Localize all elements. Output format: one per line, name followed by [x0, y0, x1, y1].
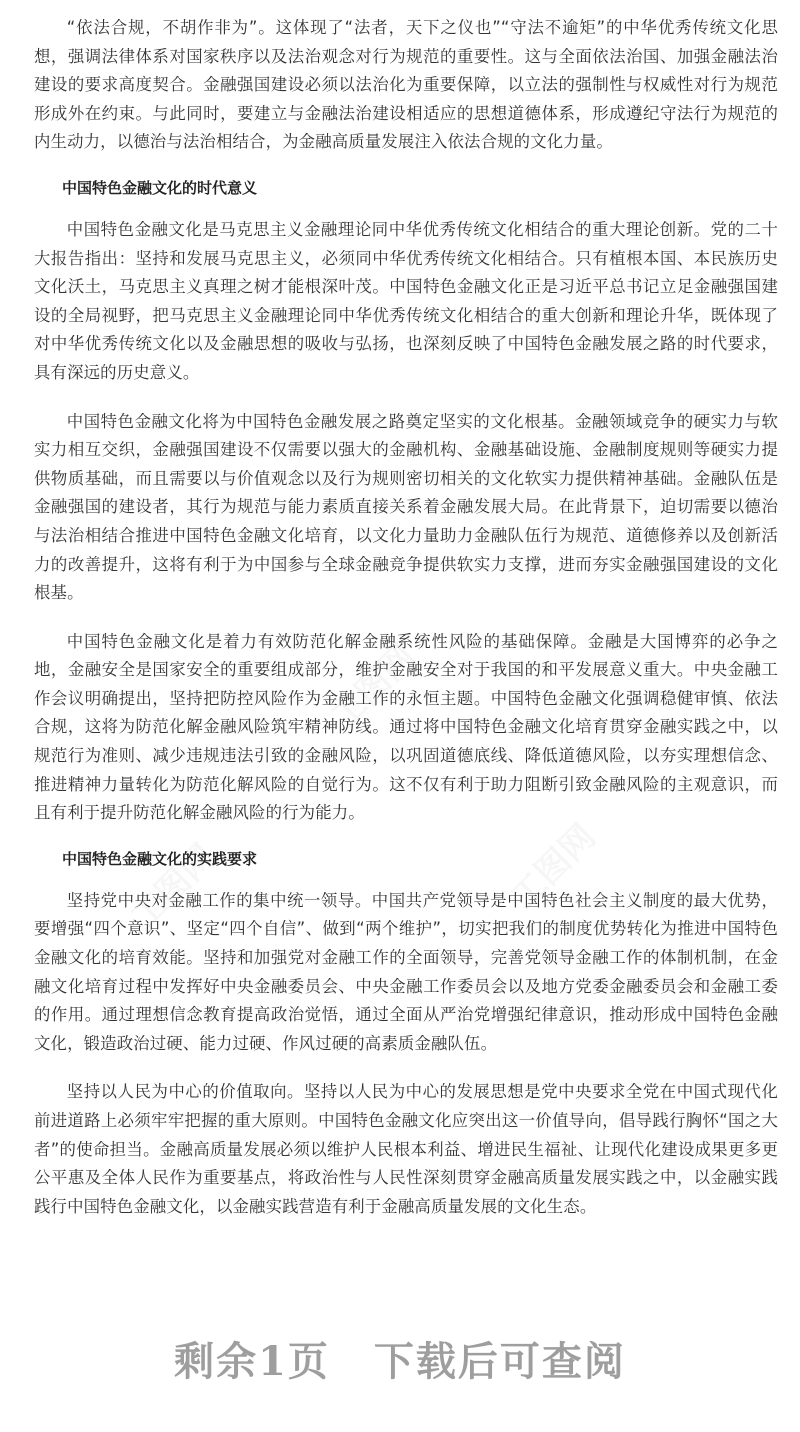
paragraph: 坚持党中央对金融工作的集中统一领导。中国共产党领导是中国特色社会主义制度的最大优势，要增强“四个意识”、坚定“四个自信”、做到“两个维护”，切实把我们的制度优势转化为推进中国特色金融文化的培育效能。坚持和加强党对金融工作的全面领导，完善党领导金融工作的体制机制，在金融文化培育过程中发挥好中央金融委员会、中央金融工作委员会以及地方党委金融委员会和金融工委的作用。通过理想信念教育提高政治觉悟，通过全面从严治党增强纪律意识，推动形成中国特色金融文化，锻造政治过硬、能力过硬、作风过硬的高素质金融队伍。	[34, 890, 778, 1053]
remaining-pages-label: 剩余1页	[174, 1338, 330, 1385]
paragraph: 中国特色金融文化将为中国特色金融发展之路奠定坚实的文化根基。金融领域竞争的硬实力与软实力相互交织，金融强国建设不仅需要以强大的金融机构、金融基础设施、金融制度规则等硬实力提供物质基础，而且需要以与价值观念以及行为规则密切相关的文化软实力提供精神基础。金融队伍是金融强国的建设者，其行为规范与能力素质直接关系着金融发展大局。在此背景下，迫切需要以德治与法治相结合推进中国特色金融文化培育，以文化力量助力金融队伍行为规范、道德修养以及创新活力的改善提升，这将有利于为中国参与全球金融竞争提供软实力支撑，进而夯实金融强国建设的文化根基。	[34, 411, 778, 603]
paragraph-intro: “依法合规，不胡作非为”。这体现了“法者，天下之仪也”“守法不逾矩”的中华优秀传统文化思想，强调法律体系对国家秩序以及法治观念对行为规范的重要性。这与全面依法治国、加强金融法治建设的要求高度契合。金融强国建设必须以法治化为重要保障，以立法的强制性与权威性对行为规范形成外在约束。与此同时，要建立与金融法治建设相适应的思想道德体系，形成遵纪守法行为规范的内生动力，以德治与法治相结合，为金融高质量发展注入依法合规的文化力量。	[34, 18, 778, 152]
download-to-view-label[interactable]: 下载后可查阅	[373, 1338, 626, 1385]
paragraph: 中国特色金融文化是马克思主义金融理论同中华优秀传统文化相结合的重大理论创新。党的二十大报告指出：坚持和发展马克思主义，必须同中华优秀传统文化相结合。只有植根本国、本民族历史文化沃土，马克思主义真理之树才能根深叶茂。中国特色金融文化正是习近平总书记立足金融强国建设的全局视野，把马克思主义金融理论同中华优秀传统文化相结合的重大创新和理论升华，既体现了对中华优秀传统文化以及金融思想的吸收与弘扬，也深刻反映了中国特色金融发展之路的时代要求，具有深远的历史意义。	[34, 219, 778, 382]
paragraph: 中国特色金融文化是着力有效防范化解金融系统性风险的基础保障。金融是大国博弈的必争之地，金融安全是国家安全的重要组成部分，维护金融安全对于我国的和平发展意义重大。中央金融工作会议明确提出，坚持把防控风险作为金融工作的永恒主题。中国特色金融文化强调稳健审慎、依法合规，这将为防范化解金融风险筑牢精神防线。通过将中国特色金融文化培育贯穿金融实践之中，以规范行为准则、减少违规违法引致的金融风险，以巩固道德底线、降低道德风险，以夯实理想信念、推进精神力量转化为防范化解风险的自觉行为。这不仅有利于助力阻断引致金融风险的主观意识，而且有利于提升防范化解金融风险的行为能力。	[34, 631, 778, 823]
section-heading-significance: 中国特色金融文化的时代意义	[62, 178, 258, 197]
section-heading-practice: 中国特色金融文化的实践要求	[62, 849, 258, 868]
download-prompt[interactable]	[0, 1330, 800, 1387]
paragraph: 坚持以人民为中心的价值取向。坚持以人民为中心的发展思想是党中央要求全党在中国式现代化前进道路上必须牢牢把握的重大原则。中国特色金融文化应突出这一价值导向，倡导践行胸怀“国之大者”的使命担当。金融高质量发展必须以维护人民根本利益、增进民生福祉、让现代化建设成果更多更公平惠及全体人民作为重要基点，将政治性与人民性深刻贯穿金融高质量发展实践之中，以金融实践践行中国特色金融文化，以金融实践营造有利于金融高质量发展的文化生态。	[34, 1082, 778, 1216]
document-body	[34, 14, 778, 1221]
